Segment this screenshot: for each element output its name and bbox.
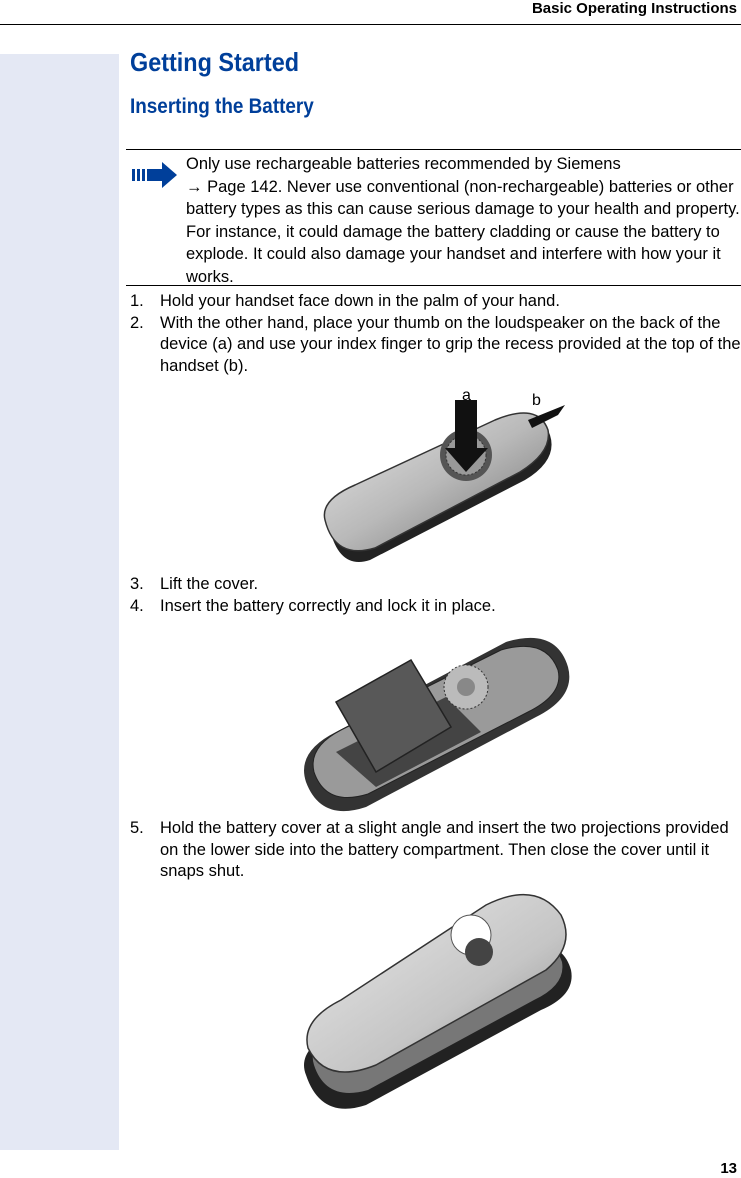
page-number: 13 [720, 1160, 737, 1177]
step-number: 5. [130, 819, 144, 837]
step-number: 2. [130, 313, 144, 332]
note-bottom-rule [126, 285, 741, 286]
step-item [130, 291, 741, 313]
note-body [186, 176, 741, 289]
step-number: 1. [130, 292, 144, 310]
chapter-title: Getting Started [130, 47, 300, 77]
arrow-note-icon [132, 160, 178, 190]
battery-warning-note [186, 153, 741, 288]
section-title: Inserting the Battery [130, 95, 314, 118]
label-a: a [462, 387, 471, 404]
step-item [130, 818, 741, 883]
step-text: Hold your handset face down in the palm of your hand. [160, 292, 560, 310]
step-number: 3. [130, 575, 144, 593]
running-header: Basic Operating Instructions [531, 0, 737, 17]
steps-group-3 [130, 818, 741, 883]
step-text: Insert the battery correctly and lock it in place. [160, 596, 496, 615]
step-item [130, 574, 741, 596]
steps-group-2 [130, 574, 741, 617]
note-top-rule [126, 149, 741, 150]
figure-handset-back [300, 380, 580, 575]
label-b: b [532, 392, 541, 409]
step-text: Lift the cover. [160, 575, 259, 593]
step-item [130, 313, 741, 378]
step-text: With the other hand, place your thumb on the loudspeaker on the back of the device (a) and use your index finger to grip the recess provided at the top of the handset (b). [160, 313, 741, 375]
figure-cover-close [296, 890, 576, 1112]
margin-sidebar [0, 54, 119, 1150]
step-text: Hold the battery cover at a slight angle and insert the two projections provided on the lower side into the battery compartment. Then close the cover until it snaps shut. [160, 819, 729, 880]
step-item [130, 596, 741, 618]
note-line-1: Only use rechargeable batteries recommended by Siemens [186, 155, 621, 173]
steps-group-1 [130, 291, 741, 377]
page-reference-arrow: → [186, 177, 203, 196]
step-number: 4. [130, 596, 144, 615]
note-line-2: Page 142. Never use conventional (non-rechargeable) batteries or other battery types as this can cause serious damage to your health and property. For instance, it could damage the battery cladding or cause the battery to explode. It could also damage your handset and interfere with how your it works. [186, 177, 740, 286]
figure-battery-insert [296, 632, 576, 812]
header-rule [0, 24, 741, 25]
